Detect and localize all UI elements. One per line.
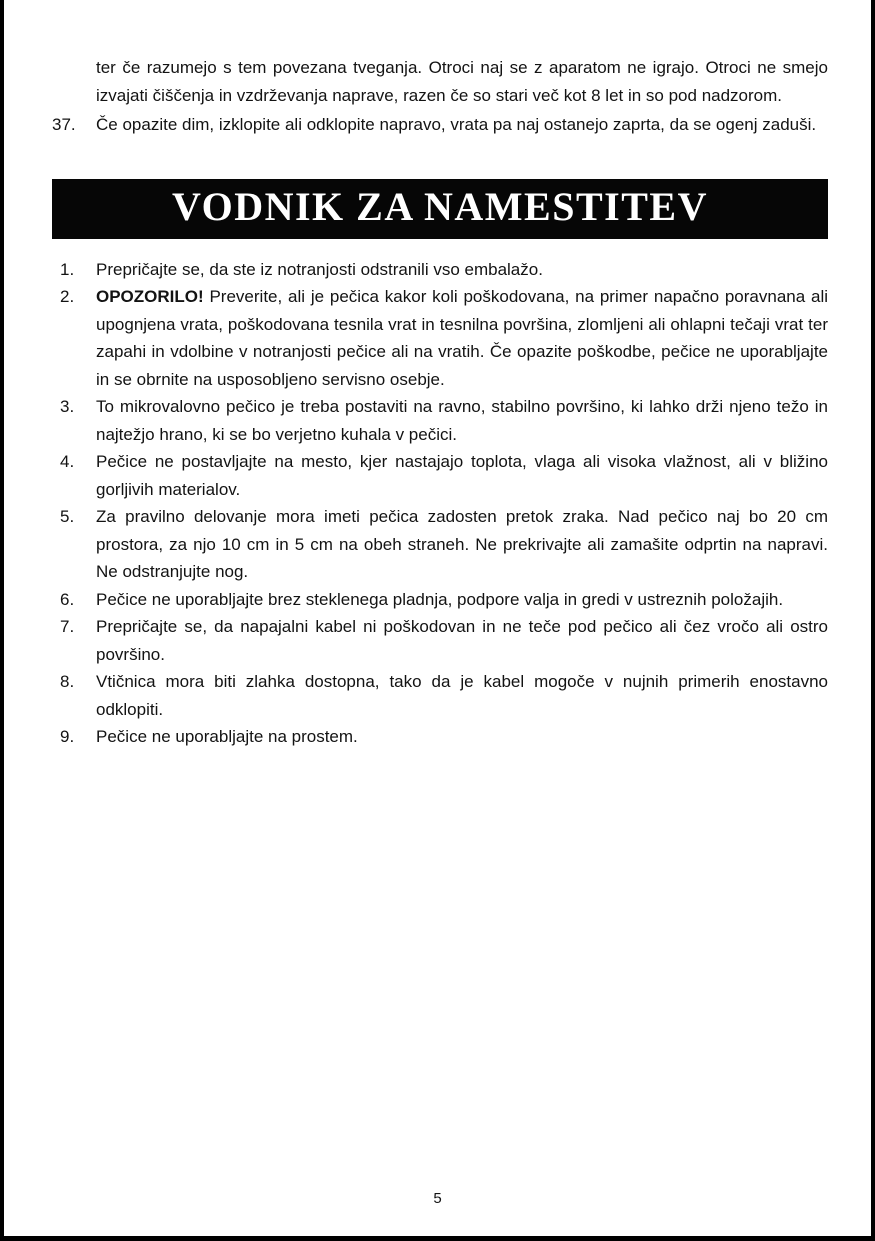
list-item <box>52 668 828 723</box>
item-number: 2. <box>60 287 75 306</box>
item-body: Za pravilno delovanje mora imeti pečica zadosten pretok zraka. Nad pečico naj bo 20 cm prostora, za njo 10 cm in 5 cm na obeh straneh. Ne prekrivajte ali zamašite odprtin na napravi. Ne odstranjujte nog. <box>96 507 828 581</box>
item-text <box>96 723 828 751</box>
item-number: 4. <box>60 452 75 471</box>
item-body: Vtičnica mora biti zlahka dostopna, tako da je kabel mogoče v nujnih primerih enostavno odklopiti. <box>96 672 828 719</box>
list-item <box>52 283 828 393</box>
list-item <box>52 613 828 668</box>
section-title: VODNIK ZA NAMESTITEV <box>172 183 708 229</box>
item-text <box>96 111 828 139</box>
item-number: 9. <box>60 727 75 746</box>
item-text <box>96 54 828 109</box>
item-body: Pečice ne uporabljajte na prostem. <box>96 727 358 746</box>
item-text <box>96 448 828 503</box>
list-item <box>52 448 828 503</box>
item-number: 5. <box>60 507 75 526</box>
item-bold-prefix: OPOZORILO! <box>96 287 204 306</box>
list-item <box>52 586 828 614</box>
item-text <box>96 586 828 614</box>
item-body: Če opazite dim, izklopite ali odklopite napravo, vrata pa naj ostanejo zaprta, da se ogenj zaduši. <box>96 115 817 134</box>
item-number: 37. <box>52 115 76 134</box>
item-number: 8. <box>60 672 75 691</box>
item-number: 3. <box>60 397 75 416</box>
item-number: 7. <box>60 617 75 636</box>
item-body: Prepričajte se, da napajalni kabel ni poškodovan in ne teče pod pečico ali čez vročo ali ostro površino. <box>96 617 828 664</box>
list-item <box>52 256 828 284</box>
item-body: Pečice ne uporabljajte brez steklenega pladnja, podpore valja in gredi v ustreznih položajih. <box>96 589 784 609</box>
item-text <box>96 393 828 448</box>
item-number <box>52 54 96 109</box>
list-item <box>52 54 828 109</box>
item-body: ter če razumejo s tem povezana tveganja. Otroci naj se z aparatom ne igrajo. Otroci ne smejo izvajati čiščenja in vzdrževanja naprave, razen če so stari več kot 8 let in so pod nadzorom. <box>96 58 828 105</box>
page-number: 5 <box>433 1190 442 1207</box>
item-text <box>96 668 828 723</box>
item-number: 6. <box>60 589 75 609</box>
item-text <box>96 256 828 284</box>
list-item <box>52 503 828 586</box>
item-body: To mikrovalovno pečico je treba postaviti na ravno, stabilno površino, ki lahko drži njeno težo in najtežjo hrano, ki se bo verjetno kuhala v pečici. <box>96 397 828 444</box>
page-content <box>4 0 871 751</box>
item-body: Prepričajte se, da ste iz notranjosti odstranili vso embalažo. <box>96 259 543 279</box>
item-body: Preverite, ali je pečica kakor koli poškodovana, na primer napačno poravnana ali upognjena vrata, poškodovana tesnila vrat in tesnilna površina, zlomljeni ali ohlapni tečaji vrat ter zapahi in vdolbine v notranjosti pečice ali na vratih. Če opazite poškodbe, pečice ne uporabljajte in se obrnite na usposobljeno servisno osebje. <box>96 287 828 389</box>
list-item <box>52 111 828 139</box>
list-item <box>52 393 828 448</box>
item-text <box>96 613 828 668</box>
list-item <box>52 723 828 751</box>
item-body: Pečice ne postavljajte na mesto, kjer nastajajo toplota, vlaga ali visoka vlažnost, ali v bližino gorljivih materialov. <box>96 452 828 499</box>
installation-list <box>52 256 828 751</box>
item-text <box>96 283 828 393</box>
item-number: 1. <box>60 259 75 279</box>
section-title-banner <box>52 179 828 239</box>
item-text <box>96 503 828 586</box>
